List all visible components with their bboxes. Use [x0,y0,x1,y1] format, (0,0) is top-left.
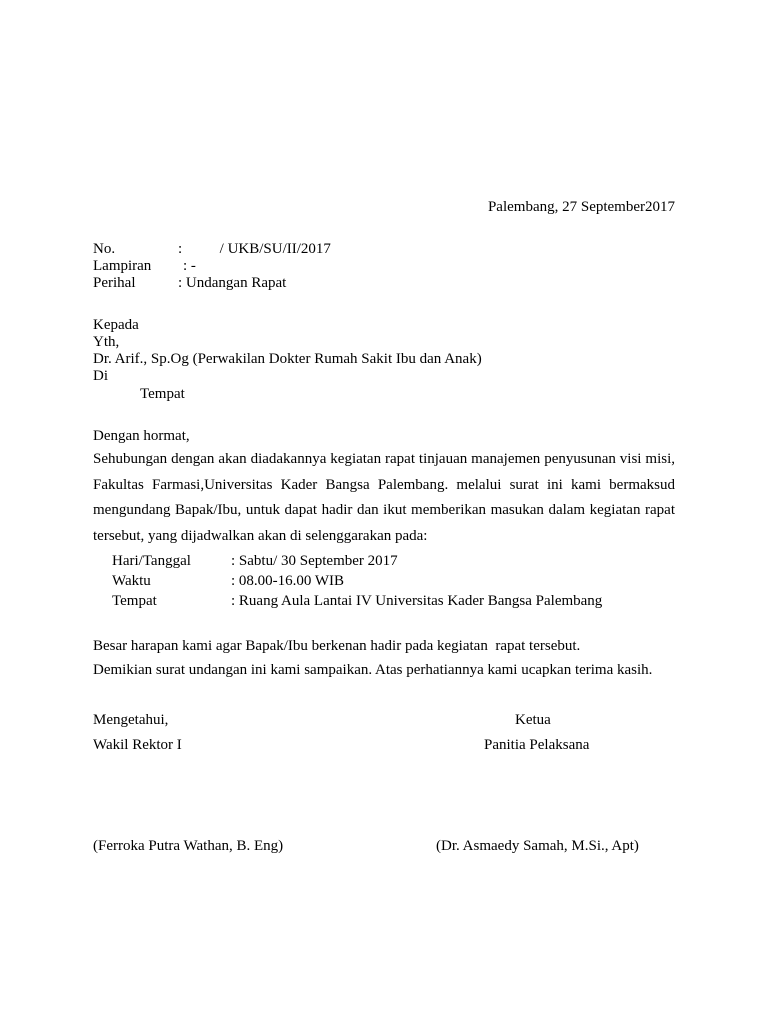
body-paragraph: Sehubungan dengan akan diadakannya kegiatan rapat tinjauan manajemen penyusunan visi misi, Fakultas Farmasi,Universitas Kader Bangsa Palembang. melalui surat ini kami bermaksud mengundang Bapak/Ibu, untuk dapat hadir dan ikut memberikan masukan dalam kegiatan rapat tersebut, yang dijadwalkan akan di selenggarakan pada: [93,451,675,544]
recipient-tempat: Tempat [140,386,185,402]
closing-hope: Besar harapan kami agar Bapak/Ibu berkenan hadir pada kegiatan rapat tersebut. [93,638,581,654]
signature-left-name: (Ferroka Putra Wathan, B. Eng) [93,838,284,854]
recipient-kepada: Kepada [93,317,139,333]
schedule-label: Tempat [112,593,157,609]
meta-value: : - [183,258,196,274]
schedule-value: : 08.00-16.00 WIB [231,573,345,589]
meta-label: Lampiran [93,258,152,274]
signature-right-title-2: Panitia Pelaksana [484,737,590,753]
recipient-di: Di [93,368,108,384]
schedule-label: Waktu [112,573,151,589]
meta-label: Perihal [93,275,136,291]
signature-left-title-2: Wakil Rektor I [93,737,182,753]
signature-left-title-1: Mengetahui, [93,712,169,728]
meta-value: : Undangan Rapat [178,275,287,291]
recipient-name: Dr. Arif., Sp.Og (Perwakilan Dokter Rumah Sakit Ibu dan Anak) [93,351,482,367]
schedule-value: : Ruang Aula Lantai IV Universitas Kader Bangsa Palembang [231,593,603,609]
schedule-label: Hari/Tanggal [112,553,191,569]
schedule-value: : Sabtu/ 30 September 2017 [231,553,398,569]
place-date: Palembang, 27 September2017 [487,199,675,215]
recipient-yth: Yth, [93,334,120,350]
meta-label: No. [93,241,116,257]
signature-right-name: (Dr. Asmaedy Samah, M.Si., Apt) [436,838,639,854]
meta-value: : / UKB/SU/II/2017 [178,241,331,257]
closing-thanks: Demikian surat undangan ini kami sampaikan. Atas perhatiannya kami ucapkan terima kasih. [93,662,653,678]
greeting: Dengan hormat, [93,428,190,444]
signature-right-title-1: Ketua [515,712,551,728]
